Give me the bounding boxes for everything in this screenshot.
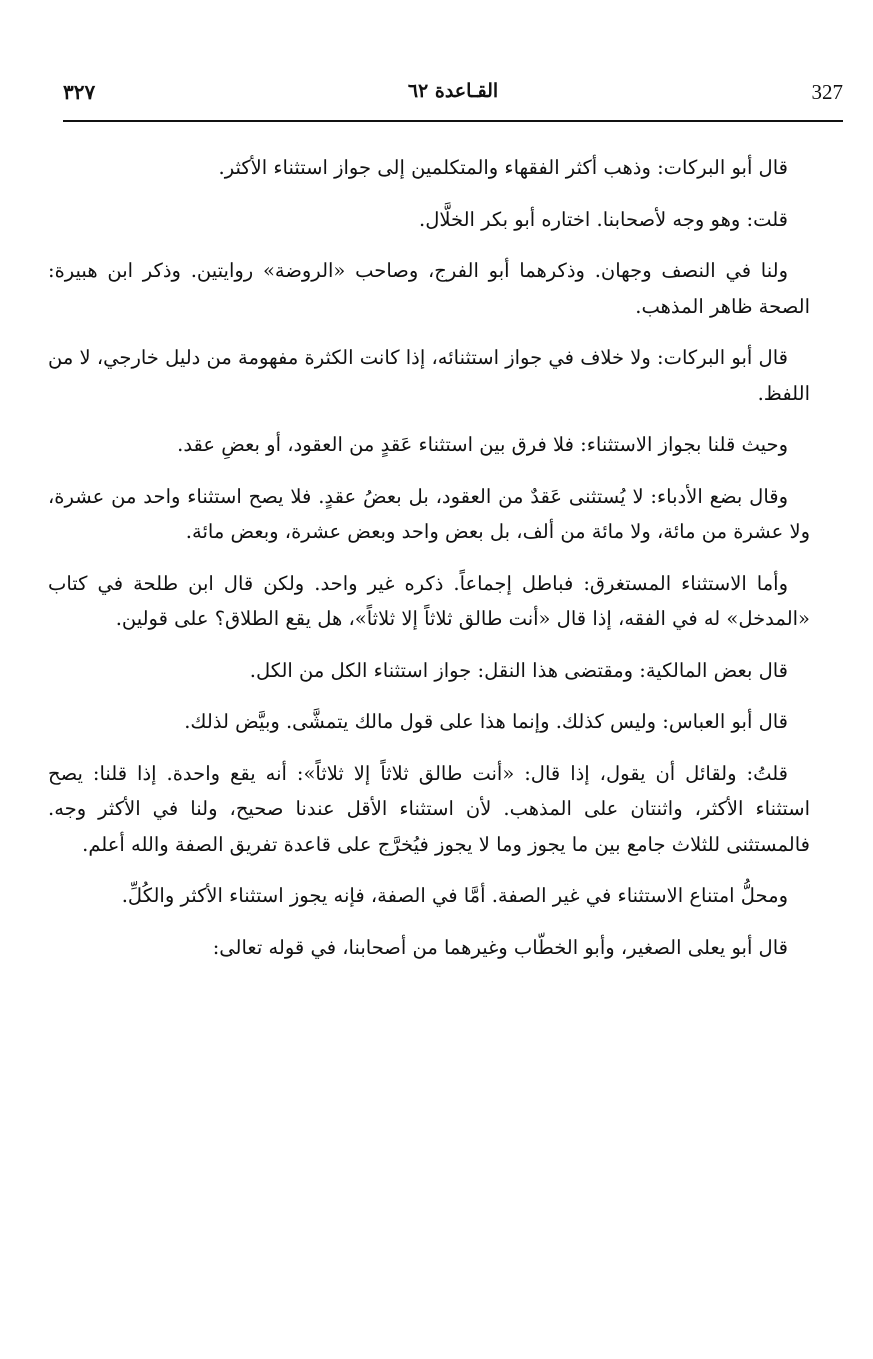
- paragraph: ومحلُّ امتناع الاستثناء في غير الصفة. أمَّا في الصفة، فإنه يجوز استثناء الأكثر والكُلِّ.: [121, 884, 788, 907]
- paragraph: قال أبو البركات: ولا خلاف في جواز استثنائه، إذا كانت الكثرة مفهومة من دليل خارجي، لا من اللفظ.: [48, 346, 810, 405]
- running-title: القـاعدة ٦٢: [407, 80, 499, 102]
- paragraph: وقال بضع الأدباء: لا يُستثنى عَقدٌ من العقود، بل بعضُ عقدٍ. فلا يصح استثناء واحد من عشرة، ولا عشرة من مائة، ولا مائة من ألف، بل بعض واحد وبعض عشرة، وبعض مائة.: [48, 484, 810, 543]
- paragraph: قلتُ: ولقائل أن يقول، إذا قال: «أنت طالق ثلاثاً إلا ثلاثاً»: أنه يقع واحدة. إذا قلنا: يصح استثناء الأكثر، واثنتان على المذهب. لأن استثناء الأقل عندنا صحيح، ولنا في الأكثر وجه. فالمستثنى للثلاث جامع بين ما يجوز وما لا يجوز فيُخرَّج على قاعدة تفريق الصفة والله أعلم.: [48, 761, 810, 856]
- header-rule: [63, 120, 843, 122]
- paragraph: قلت: وهو وجه لأصحابنا. اختاره أبو بكر الخلَّال.: [419, 207, 788, 231]
- page-header: [63, 80, 843, 114]
- paragraph: وحيث قلنا بجواز الاستثناء: فلا فرق بين استثناء عَقدٍ من العقود، أو بعضِ عقد.: [177, 433, 788, 456]
- paragraph: قال بعض المالكية: ومقتضى هذا النقل: جواز استثناء الكل من الكل.: [249, 658, 788, 682]
- page-number-latin: 327: [811, 80, 843, 104]
- body-text: [48, 150, 810, 981]
- paragraph: وأما الاستثناء المستغرق: فباطل إجماعاً. ذكره غير واحد. ولكن قال ابن طلحة في كتاب «المدخل» له في الفقه، إذا قال «أنت طالق ثلاثاً إلا ثلاثاً»، هل يقع الطلاق؟ على قولين.: [48, 571, 810, 630]
- paragraph: قال أبو يعلى الصغير، وأبو الخطّاب وغيرهما من أصحابنا، في قوله تعالى:: [212, 935, 788, 959]
- page-number-arabic: ٣٢٧: [63, 80, 96, 104]
- paragraph: قال أبو العباس: وليس كذلك. وإنما هذا على قول مالك يتمشَّى. وبيَّض لذلك.: [184, 710, 788, 733]
- paragraph: قال أبو البركات: وذهب أكثر الفقهاء والمتكلمين إلى جواز استثناء الأكثر.: [218, 156, 788, 179]
- paragraph: ولنا في النصف وجهان. وذكرهما أبو الفرج، وصاحب «الروضة» روايتين. وذكر ابن هبيرة: الصحة ظاهر المذهب.: [48, 259, 810, 318]
